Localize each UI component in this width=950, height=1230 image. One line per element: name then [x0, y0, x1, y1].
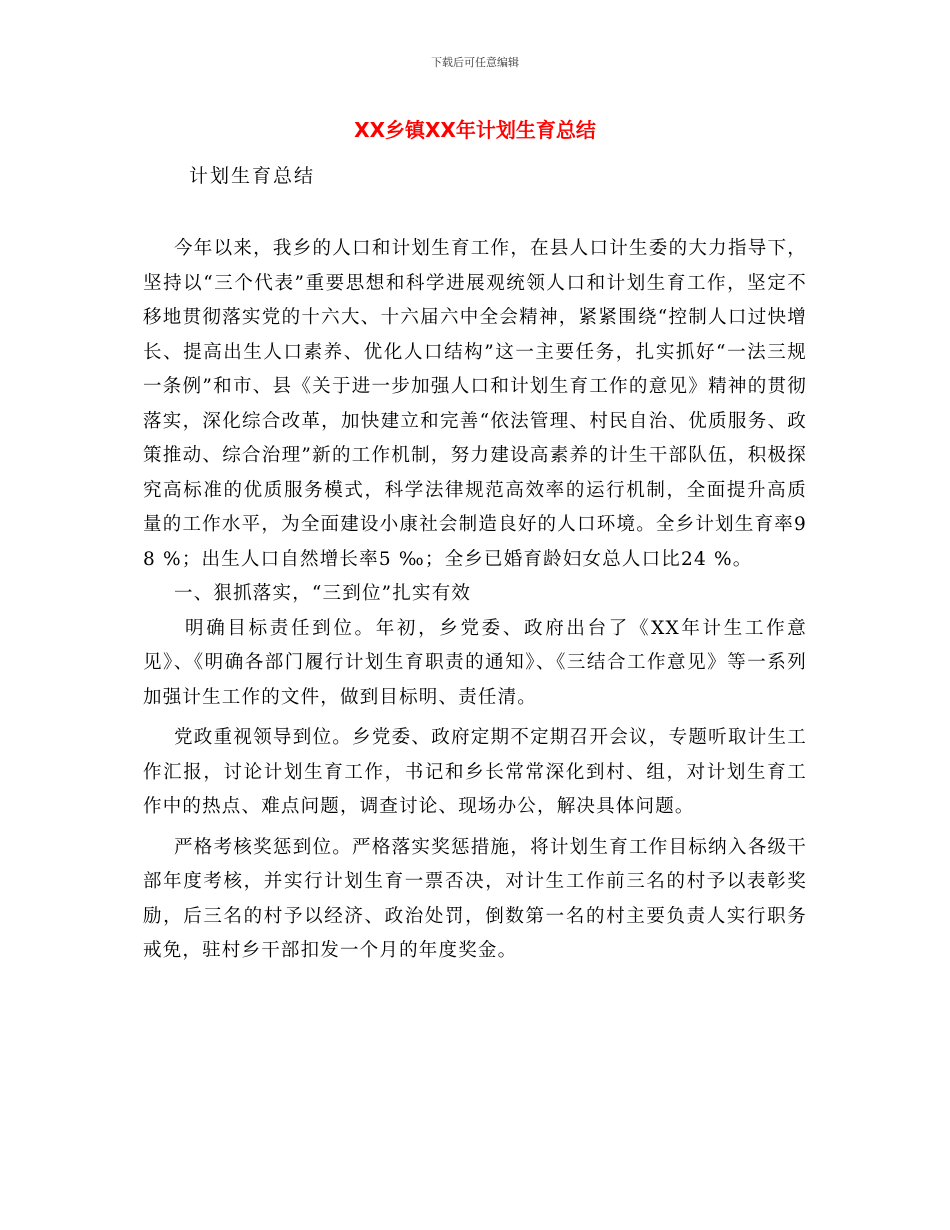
paragraph-assessment: 严格考核奖惩到位。严格落实奖惩措施，将计划生育工作目标纳入各级干部年度考核，并实行计划生育一票否决，对计生工作前三名的村予以表彰奖励，后三名的村予以经济、政治处罚，倒数第一名的村主要负责人实行职务戒免，驻村乡干部扣发一个月的年度奖金。	[143, 836, 807, 961]
document-title: XX乡镇XX年计划生育总结	[354, 118, 596, 142]
paragraph-intro: 今年以来，我乡的人口和计划生育工作，在县人口计生委的大力指导下，坚持以“三个代表”重要思想和科学进展观统领人口和计划生育工作，坚定不移地贯彻落实党的十六大、十六届六中全会精神，紧紧围绕“控制人口过快增长、提高出生人口素养、优化人口结构”这一主要任务，扎实抓好“一法三规一条例”和市、县《关于进一步加强人口和计划生育工作的意见》精神的贯彻落实，深化综合改革，加快建立和完善“依法管理、村民自治、优质服务、政策推动、综合治理”新的工作机制，努力建设高素养的计生干部队伍，积极探究高标准的优质服务模式，科学法律规范高效率的运行机制，全面提升高质量的工作水平，为全面建设小康社会制造良好的人口环境。全乡计划生育率98 %；出生人口自然增长率5 ‰；全乡已婚育龄妇女总人口比24 %。	[143, 238, 807, 570]
paragraph-target-responsibility: 明确目标责任到位。年初，乡党委、政府出台了《XX年计生工作意见》、《明确各部门履行计划生育职责的通知》、《三结合工作意见》等一系列加强计生工作的文件，做到目标明、责任清。	[143, 617, 807, 708]
subheading: 计划生育总结	[189, 165, 316, 187]
section-heading: 一、狠抓落实，“三到位”扎实有效	[174, 583, 472, 604]
header-note: 下载后可任意编辑	[431, 56, 519, 69]
document-body	[143, 232, 807, 969]
paragraph-leadership: 党政重视领导到位。乡党委、政府定期不定期召开会议，专题听取计生工作汇报，讨论计划生育工作，书记和乡长常常深化到村、组，对计划生育工作中的热点、难点问题，调查讨论、现场办公，解决具体问题。	[143, 727, 807, 817]
